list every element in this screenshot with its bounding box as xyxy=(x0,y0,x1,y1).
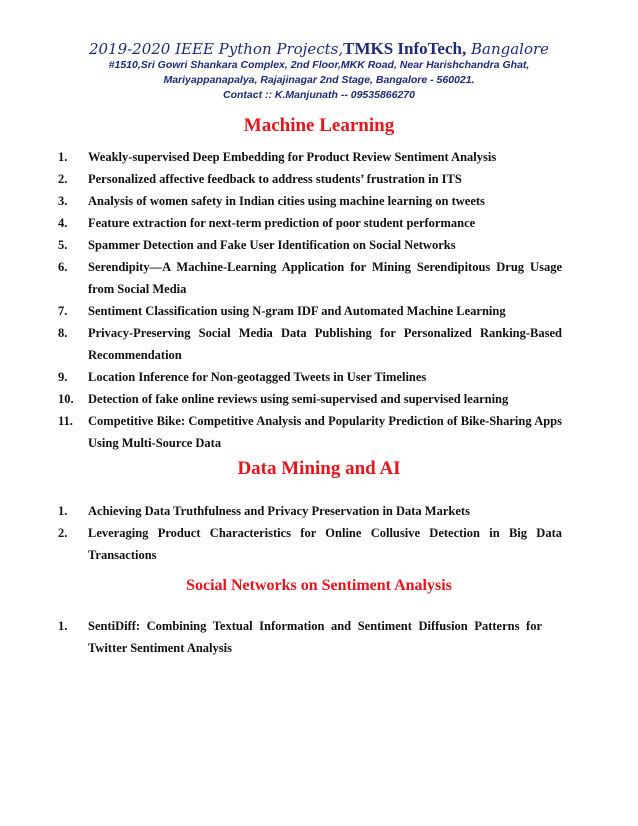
list-item xyxy=(58,615,562,659)
item-text: Analysis of women safety in Indian cities using machine learning on tweets xyxy=(88,194,485,208)
item-number: 11. xyxy=(58,414,73,428)
item-text: Leveraging Product Characteristics for Online Collusive Detection in Big Data Transactions xyxy=(88,526,562,562)
list-item xyxy=(58,300,562,322)
company-name: TMKS InfoTech, xyxy=(343,39,467,58)
list-item xyxy=(58,168,562,190)
item-text: Feature extraction for next-term prediction of poor student performance xyxy=(88,216,476,230)
list-item xyxy=(58,410,562,454)
list-item xyxy=(58,190,562,212)
list-item xyxy=(58,234,562,256)
item-number: 1. xyxy=(58,619,68,633)
item-text: Spammer Detection and Fake User Identification on Social Networks xyxy=(88,238,456,252)
section-heading-data-mining: Data Mining and AI xyxy=(237,458,401,479)
item-number: 8. xyxy=(58,326,68,340)
address-line-1: #1510,Sri Gowri Shankara Complex, 2nd Floor,MKK Road, Near Harishchandra Ghat, xyxy=(108,59,530,71)
item-text: Privacy-Preserving Social Media Data Publishing for Personalized Ranking-Based Recommendation xyxy=(88,326,562,362)
city-name: Bangalore xyxy=(466,40,550,58)
item-number: 10. xyxy=(58,392,74,406)
item-text: Achieving Data Truthfulness and Privacy Preservation in Data Markets xyxy=(88,504,470,518)
item-number: 7. xyxy=(58,304,68,318)
item-number: 3. xyxy=(58,194,68,208)
list-item xyxy=(58,500,562,522)
social-networks-list xyxy=(58,615,562,659)
item-text: Serendipity—A Machine-Learning Application for Mining Serendipitous Drug Usage from Social Media xyxy=(88,260,562,296)
item-number: 4. xyxy=(58,216,68,230)
list-item xyxy=(58,322,562,366)
letterhead xyxy=(0,40,638,103)
section-heading-machine-learning: Machine Learning xyxy=(243,115,395,136)
machine-learning-list xyxy=(58,146,562,454)
list-item xyxy=(58,146,562,168)
item-number: 1. xyxy=(58,150,68,164)
item-text: Detection of fake online reviews using semi-supervised and supervised learning xyxy=(88,392,509,406)
item-number: 5. xyxy=(58,238,68,252)
title-prefix: 2019-2020 IEEE Python Projects, xyxy=(88,40,344,58)
list-item xyxy=(58,212,562,234)
item-text: SentiDiff: Combining Textual Information and Sentiment Diffusion Patterns for Twitter Sentiment Analysis xyxy=(88,619,542,655)
item-number: 2. xyxy=(58,172,68,186)
item-text: Location Inference for Non-geotagged Tweets in User Timelines xyxy=(88,370,427,384)
letterhead-title xyxy=(0,40,638,58)
list-item xyxy=(58,256,562,300)
item-text: Personalized affective feedback to address students’ frustration in ITS xyxy=(88,172,462,186)
contact-line: Contact :: K.Manjunath -- 09535866270 xyxy=(223,89,415,101)
data-mining-list xyxy=(58,500,562,566)
item-number: 9. xyxy=(58,370,68,384)
list-item xyxy=(58,366,562,388)
list-item xyxy=(58,388,562,410)
list-item xyxy=(58,522,562,566)
item-text: Weakly-supervised Deep Embedding for Product Review Sentiment Analysis xyxy=(88,150,497,164)
item-number: 6. xyxy=(58,260,68,274)
item-number: 2. xyxy=(58,526,68,540)
item-text: Sentiment Classification using N-gram IDF and Automated Machine Learning xyxy=(88,304,506,318)
address-line-2: Mariyappanapalya, Rajajinagar 2nd Stage, Bangalore - 560021. xyxy=(163,74,475,86)
item-text: Competitive Bike: Competitive Analysis and Popularity Prediction of Bike-Sharing Apps Using Multi-Source Data xyxy=(88,414,562,450)
item-number: 1. xyxy=(58,504,68,518)
section-heading-social-networks: Social Networks on Sentiment Analysis xyxy=(186,577,452,594)
